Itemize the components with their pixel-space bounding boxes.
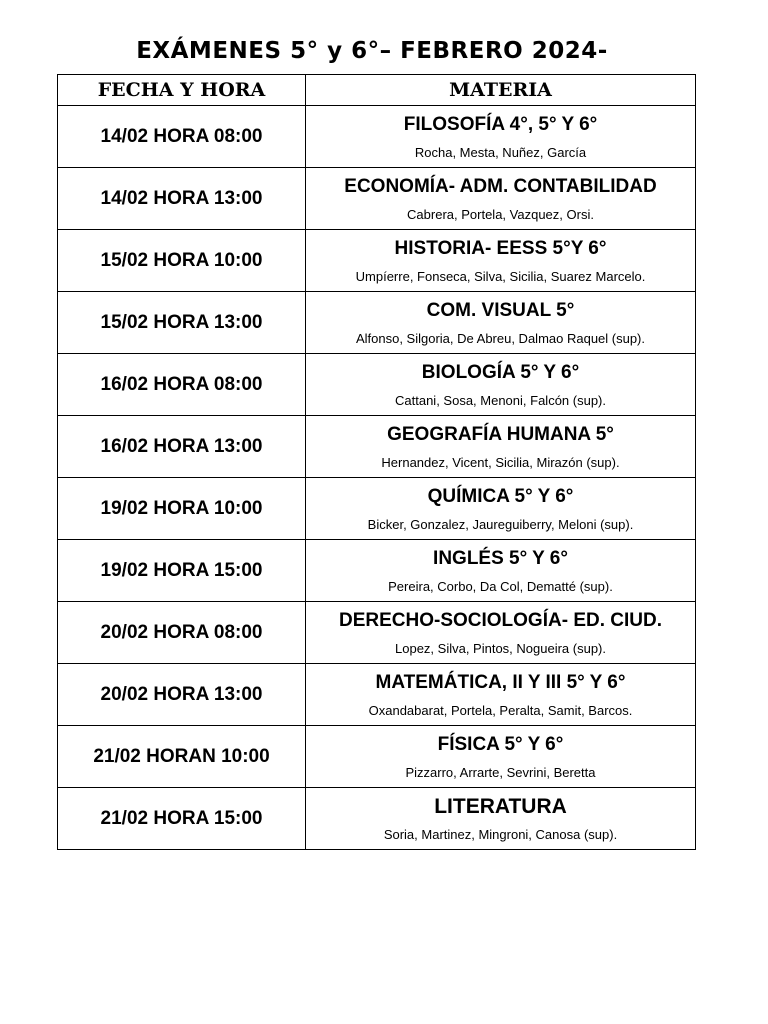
- exam-date: 21/02 HORA 15:00: [58, 788, 306, 850]
- exam-subject: INGLÉS 5° Y 6°: [433, 548, 568, 569]
- exam-date: 20/02 HORA 13:00: [58, 664, 306, 726]
- table-row: [58, 478, 696, 540]
- exam-teachers: Alfonso, Silgoria, De Abreu, Dalmao Raquel (sup).: [355, 331, 646, 346]
- table-row: [58, 354, 696, 416]
- exam-teachers: Lopez, Silva, Pintos, Nogueira (sup).: [395, 641, 606, 656]
- table-row: [58, 788, 696, 850]
- exam-subject-cell: [306, 540, 696, 602]
- exam-subject: HISTORIA- EESS 5°Y 6°: [394, 238, 607, 259]
- exam-subject: ECONOMÍA- ADM. CONTABILIDAD: [344, 176, 657, 197]
- exam-subject: DERECHO-SOCIOLOGÍA- ED. CIUD.: [338, 610, 662, 631]
- exam-teachers: Umpíerre, Fonseca, Silva, Sicilia, Suarez Marcelo.: [355, 269, 646, 284]
- header-date: FECHA Y HORA: [58, 75, 306, 106]
- exam-subject-cell: [306, 354, 696, 416]
- exam-date: 15/02 HORA 13:00: [58, 292, 306, 354]
- exam-date: 16/02 HORA 08:00: [58, 354, 306, 416]
- exam-teachers: Pizzarro, Arrarte, Sevrini, Beretta: [405, 765, 596, 780]
- exam-subject-cell: [306, 478, 696, 540]
- exam-subject: MATEMÁTICA, II Y III 5° Y 6°: [375, 672, 626, 693]
- exam-subject-cell: [306, 168, 696, 230]
- exam-subject: BIOLOGÍA 5° Y 6°: [421, 362, 580, 383]
- table-row: [58, 602, 696, 664]
- exam-subject-cell: [306, 788, 696, 850]
- exam-teachers: Cabrera, Portela, Vazquez, Orsi.: [407, 207, 594, 222]
- table-row: [58, 664, 696, 726]
- table-row: [58, 292, 696, 354]
- exam-teachers: Soria, Martinez, Mingroni, Canosa (sup).: [383, 827, 618, 842]
- exam-subject: QUÍMICA 5° Y 6°: [427, 486, 574, 507]
- exam-teachers: Hernandez, Vicent, Sicilia, Mirazón (sup).: [381, 455, 620, 470]
- exam-date: 21/02 HORAN 10:00: [58, 726, 306, 788]
- exam-teachers: Oxandabarat, Portela, Peralta, Samit, Barcos.: [368, 703, 633, 718]
- exam-subject-cell: [306, 106, 696, 168]
- exam-date: 20/02 HORA 08:00: [58, 602, 306, 664]
- exam-subject-cell: [306, 416, 696, 478]
- table-row: [58, 168, 696, 230]
- exam-date: 19/02 HORA 10:00: [58, 478, 306, 540]
- table-row: [58, 416, 696, 478]
- exam-date: 14/02 HORA 08:00: [58, 106, 306, 168]
- exam-date: 16/02 HORA 13:00: [58, 416, 306, 478]
- exam-teachers: Rocha, Mesta, Nuñez, García: [414, 145, 587, 160]
- exam-date: 19/02 HORA 15:00: [58, 540, 306, 602]
- table-header-row: [58, 75, 696, 106]
- header-subject: MATERIA: [306, 75, 696, 106]
- table-row: [58, 230, 696, 292]
- exam-teachers: Bicker, Gonzalez, Jaureguiberry, Meloni (sup).: [367, 517, 634, 532]
- exam-subject: FILOSOFÍA 4°, 5° Y 6°: [403, 114, 598, 135]
- exam-subject-cell: [306, 292, 696, 354]
- exam-subject-cell: [306, 664, 696, 726]
- exam-date: 15/02 HORA 10:00: [58, 230, 306, 292]
- exam-teachers: Cattani, Sosa, Menoni, Falcón (sup).: [395, 393, 606, 408]
- table-row: [58, 540, 696, 602]
- exam-subject: FÍSICA 5° Y 6°: [437, 734, 564, 755]
- exam-subject: COM. VISUAL 5°: [426, 300, 575, 321]
- exam-schedule-table: [57, 74, 696, 850]
- exam-date: 14/02 HORA 13:00: [58, 168, 306, 230]
- table-row: [58, 726, 696, 788]
- exam-subject: LITERATURA: [434, 795, 567, 818]
- exam-subject: GEOGRAFÍA HUMANA 5°: [387, 424, 614, 445]
- page-title: EXÁMENES 5° y 6°– FEBRERO 2024-: [136, 38, 608, 64]
- table-row: [58, 106, 696, 168]
- exam-subject-cell: [306, 602, 696, 664]
- exam-subject-cell: [306, 726, 696, 788]
- exam-teachers: Pereira, Corbo, Da Col, Dematté (sup).: [388, 579, 613, 594]
- exam-subject-cell: [306, 230, 696, 292]
